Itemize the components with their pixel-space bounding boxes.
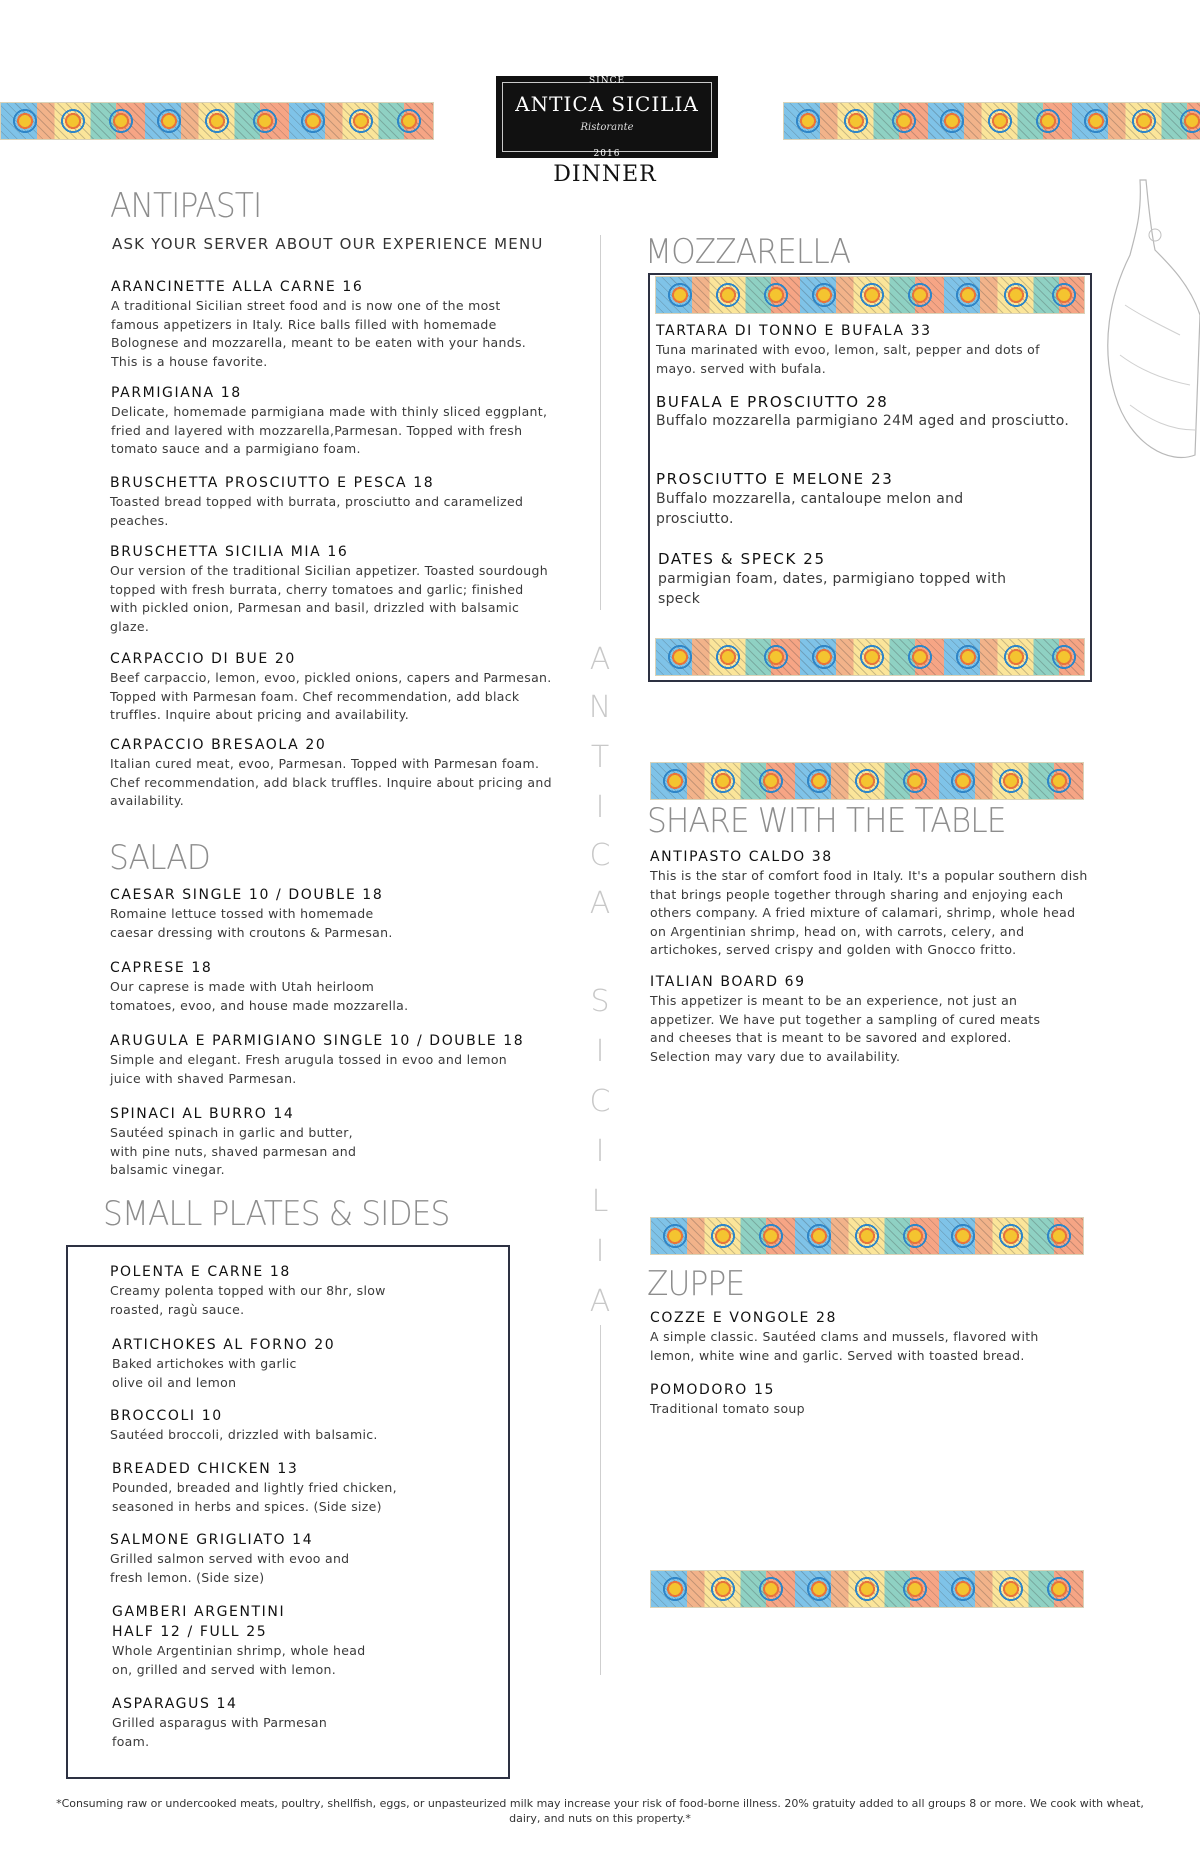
vertical-letter: S: [590, 984, 610, 1019]
vertical-letter: A: [589, 1284, 611, 1319]
vertical-letter: C: [589, 838, 611, 873]
item-name: ARANCINETTE ALLA CARNE 16: [111, 279, 364, 295]
item-description: This appetizer is meant to be an experience, not just an appetizer. We have put together a sampling of cured meats and cheeses that is meant to be savored and explored. Selection may vary due to availability.: [650, 993, 1041, 1064]
vertical-letter: I: [595, 1234, 605, 1269]
item-description: parmigian foam, dates, parmigiano topped with speck: [658, 571, 1007, 607]
item-name: ASPARAGUS 14: [112, 1696, 238, 1712]
tile-band-top-left: [0, 102, 434, 140]
vertical-letter: N: [588, 690, 612, 725]
restaurant-logo: [496, 76, 718, 158]
item-description: Toasted bread topped with burrata, prosciutto and caramelized peaches.: [110, 494, 524, 528]
vertical-letter: I: [595, 790, 605, 825]
mozzarella-tile-band-top: [655, 276, 1085, 314]
menu-item: [110, 735, 555, 811]
item-name: BRUSCHETTA SICILIA MIA 16: [110, 544, 349, 560]
item-name: COZZE E VONGOLE 28: [650, 1310, 837, 1326]
item-description: Our caprese is made with Utah heirloom tomatoes, evoo, and house made mozzarella.: [110, 979, 409, 1013]
item-name: CARPACCIO BRESAOLA 20: [110, 737, 327, 753]
menu-item: [112, 1602, 392, 1679]
menu-item: [110, 473, 555, 530]
menu-item: [112, 1335, 412, 1392]
item-name: DATES & SPECK 25: [658, 550, 826, 568]
vertical-letter: A: [589, 886, 611, 921]
item-description: Italian cured meat, evoo, Parmesan. Topped with Parmesan foam. Chef recommendation, add black truffles. Inquire about pricing and availability.: [110, 756, 552, 808]
menu-item: [112, 1694, 392, 1751]
share-title: SHARE WITH THE TABLE: [647, 801, 1006, 841]
menu-item: [650, 847, 1090, 960]
salad-title: SALAD: [109, 838, 210, 878]
logo-year: 2016: [593, 149, 621, 159]
item-name: CAESAR SINGLE 10 / DOUBLE 18: [110, 887, 384, 903]
item-description: A traditional Sicilian street food and is now one of the most famous appetizers in Italy. Rice balls filled with homemade Bolognese and mozzarella, meant to be eaten with your hands. This is a house favorite.: [111, 298, 527, 369]
menu-item: [110, 885, 550, 942]
vertical-letter: C: [589, 1084, 611, 1119]
menu-item: [110, 1406, 430, 1445]
menu-item: [650, 972, 1050, 1066]
vertical-letter: I: [595, 1134, 605, 1169]
tile-band-top-right: [783, 102, 1200, 140]
menu-item: [112, 1459, 422, 1516]
item-name: TARTARA DI TONNO E BUFALA 33: [656, 323, 932, 339]
column-divider-bottom: [600, 1325, 601, 1675]
zuppe-tile-band: [650, 1217, 1084, 1255]
menu-item: [110, 1530, 410, 1587]
menu-item: [110, 1104, 550, 1180]
item-name: SPINACI AL BURRO 14: [110, 1106, 295, 1122]
item-description: Simple and elegant. Fresh arugula tossed in evoo and lemon juice with shaved Parmesan.: [110, 1052, 507, 1086]
zuppe-title: ZUPPE: [647, 1264, 745, 1304]
item-description: Traditional tomato soup: [650, 1401, 805, 1416]
item-name: CAPRESE 18: [110, 960, 213, 976]
bottom-tile-band: [650, 1570, 1084, 1608]
item-name: SALMONE GRIGLIATO 14: [110, 1532, 314, 1548]
antipasti-title: ANTIPASTI: [110, 186, 262, 226]
item-name: GAMBERI ARGENTINI HALF 12 / FULL 25: [112, 1604, 286, 1640]
menu-item: [110, 1031, 550, 1088]
menu-item: [111, 277, 551, 371]
share-tile-band: [650, 762, 1084, 800]
item-description: Sautéed spinach in garlic and butter, with pine nuts, shaved parmesan and balsamic vinegar.: [110, 1125, 357, 1177]
menu-item: [110, 649, 555, 725]
item-description: Sautéed broccoli, drizzled with balsamic.: [110, 1427, 378, 1442]
menu-item: [656, 469, 1016, 529]
menu-item: [658, 549, 1038, 609]
item-description: Delicate, homemade parmigiana made with thinly sliced eggplant, fried and layered with mozzarella,Parmesan. Topped with fresh tomato sauce and a parmigiano foam.: [111, 404, 548, 456]
menu-item: [650, 1308, 1070, 1365]
item-description: Baked artichokes with garlic olive oil and lemon: [112, 1356, 297, 1390]
experience-menu-note: ASK YOUR SERVER ABOUT OUR EXPERIENCE MENU: [112, 235, 544, 253]
item-name: BUFALA E PROSCIUTTO 28: [656, 393, 889, 411]
vertical-letter: T: [590, 740, 610, 775]
item-description: Grilled asparagus with Parmesan foam.: [112, 1715, 328, 1749]
prosciutto-sketch-icon: [1080, 175, 1200, 475]
item-name: ANTIPASTO CALDO 38: [650, 849, 833, 865]
item-name: CARPACCIO DI BUE 20: [110, 651, 296, 667]
vertical-letter: I: [595, 1034, 605, 1069]
menu-item: [110, 542, 555, 636]
item-name: ITALIAN BOARD 69: [650, 974, 806, 990]
item-description: Tuna marinated with evoo, lemon, salt, pepper and dots of mayo. served with bufala.: [656, 342, 1040, 376]
logo-brand: ANTICA SICILIA: [515, 92, 699, 116]
item-name: POLENTA E CARNE 18: [110, 1264, 291, 1280]
menu-item: [650, 1380, 1070, 1419]
item-name: BREADED CHICKEN 13: [112, 1461, 299, 1477]
menu-title: DINNER: [553, 162, 657, 187]
menu-item: [111, 383, 551, 459]
item-description: Our version of the traditional Sicilian appetizer. Toasted sourdough topped with fresh burrata, cherry tomatoes and garlic; finished with pickled onion, Parmesan and basil, drizzled with balsamic glaze.: [110, 563, 548, 634]
column-divider-top: [600, 235, 601, 610]
logo-script: Ristorante: [580, 122, 634, 133]
item-name: BROCCOLI 10: [110, 1408, 223, 1424]
vertical-letter: A: [589, 642, 611, 677]
item-description: Beef carpaccio, lemon, evoo, pickled onions, capers and Parmesan. Topped with Parmesan foam. Chef recommendation, add black truffles. Inquire about pricing and availability.: [110, 670, 552, 722]
mozzarella-title: MOZZARELLA: [645, 232, 851, 272]
item-name: ARUGULA E PARMIGIANO SINGLE 10 / DOUBLE 18: [110, 1033, 525, 1049]
item-description: Creamy polenta topped with our 8hr, slow roasted, ragù sauce.: [110, 1283, 386, 1317]
item-name: PROSCIUTTO E MELONE 23: [656, 470, 894, 488]
item-name: ARTICHOKES AL FORNO 20: [112, 1337, 336, 1353]
item-name: PARMIGIANA 18: [111, 385, 242, 401]
item-name: POMODORO 15: [650, 1382, 775, 1398]
menu-item: [656, 392, 1088, 431]
item-description: Buffalo mozzarella, cantaloupe melon and prosciutto.: [656, 491, 964, 527]
item-name: BRUSCHETTA PROSCIUTTO E PESCA 18: [110, 475, 435, 491]
item-description: Whole Argentinian shrimp, whole head on, grilled and served with lemon.: [112, 1643, 366, 1677]
mozzarella-tile-band-bottom: [655, 638, 1085, 676]
item-description: A simple classic. Sautéed clams and mussels, flavored with lemon, white wine and garlic. Served with toasted bread.: [650, 1329, 1039, 1363]
item-description: Pounded, breaded and lightly fried chicken, seasoned in herbs and spices. (Side size): [112, 1480, 397, 1514]
logo-since: SINCE: [588, 76, 626, 86]
item-description: Grilled salmon served with evoo and fresh lemon. (Side size): [110, 1551, 350, 1585]
menu-item: [110, 958, 550, 1015]
menu-item: [110, 1262, 410, 1319]
small-plates-title: SMALL PLATES & SIDES: [103, 1194, 450, 1234]
item-description: Buffalo mozzarella parmigiano 24M aged and prosciutto.: [656, 413, 1070, 429]
footer-disclaimer: *Consuming raw or undercooked meats, poultry, shellfish, eggs, or unpasteurized milk may increase your risk of food-borne illness. 20% gratuity added to all groups 8 or more. We cook with wheat, dairy, and nuts on this property.*: [56, 1797, 1144, 1825]
vertical-letter: L: [591, 1184, 609, 1219]
item-description: This is the star of comfort food in Italy. It's a popular southern dish that brings people together through sharing and enjoying each others company. A fried mixture of calamari, shrimp, whole head on Argentinian shrimp, head on, with carrots, celery, and artichokes, served crispy and golden with Gnocco fritto.: [650, 868, 1088, 957]
menu-item: [656, 321, 1076, 378]
item-description: Romaine lettuce tossed with homemade caesar dressing with croutons & Parmesan.: [110, 906, 393, 940]
